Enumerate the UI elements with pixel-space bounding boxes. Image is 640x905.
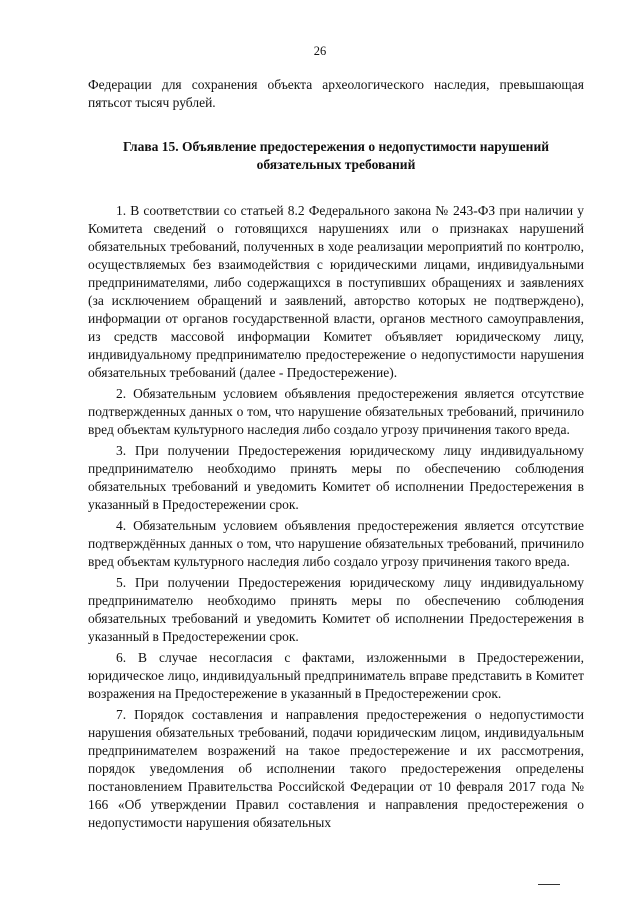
paragraph-6: 6. В случае несогласия с фактами, изложенными в Предостережении, юридическое лицо, индивидуальный предприниматель вправе представить в Комитет возражения на Предостережение в указанный в Предостережении срок. <box>88 650 584 701</box>
footer-rule <box>538 884 560 885</box>
paragraph-4: 4. Обязательным условием объявления предостережения является отсутствие подтверждённых данных о том, что нарушение обязательных требований, причинило вред объектам культурного наследия либо создало угрозу причинения такого вреда. <box>88 518 584 569</box>
document-body <box>88 76 584 835</box>
chapter-title: Глава 15. Объявление предостережения о недопустимости нарушений обязательных требований <box>122 139 550 172</box>
intro-text: Федерации для сохранения объекта археологического наследия, превышающая пятьсот тысяч рублей. <box>88 77 584 110</box>
paragraph-5: 5. При получении Предостережения юридическому лицу индивидуальному предпринимателю необходимо принять меры по обеспечению соблюдения обязательных требований и уведомить Комитет об исполнении Предостережения в указанный в Предостережении срок. <box>88 575 584 644</box>
paragraph-3: 3. При получении Предостережения юридическому лицу индивидуальному предпринимателю необходимо принять меры по обеспечению соблюдения обязательных требований и уведомить Комитет об исполнении Предостережения в указанный в Предостережении срок. <box>88 443 584 512</box>
page-number: 26 <box>313 44 327 58</box>
paragraph-7: 7. Порядок составления и направления предостережения о недопустимости нарушения обязательных требований, подачи юридическим лицом, индивидуальным предпринимателем возражений на такое предостережение и их рассмотрения, порядок уведомления об исполнении такого предостережения определены постановлением Правительства Российской Федерации от 10 февраля 2017 года № 166 «Об утверждении Правил составления и направления предостережения о недопустимости нарушения обязательных <box>88 707 584 830</box>
paragraph-2: 2. Обязательным условием объявления предостережения является отсутствие подтвержденных данных о том, что нарушение обязательных требований, причинило вред объектам культурного наследия либо создало угрозу причинения такого вреда. <box>88 386 584 437</box>
paragraph-1: 1. В соответствии со статьей 8.2 Федерального закона № 243-ФЗ при наличии у Комитета сведений о готовящихся нарушениях или о признаках нарушений обязательных требований, полученных в ходе реализации мероприятий по контролю, осуществляемых без взаимодействия с юридическими лицами, индивидуальными предпринимателями, либо содержащихся в поступивших обращениях и заявлениях (за исключением обращений и заявлений, авторство которых не подтверждено), информации от органов государственной власти, органов местного самоуправления, из средств массовой информации Комитет объявляет юридическому лицу, индивидуальному предпринимателю предостережение о недопустимости нарушения обязательных требований (далее - Предостережение). <box>88 203 584 380</box>
